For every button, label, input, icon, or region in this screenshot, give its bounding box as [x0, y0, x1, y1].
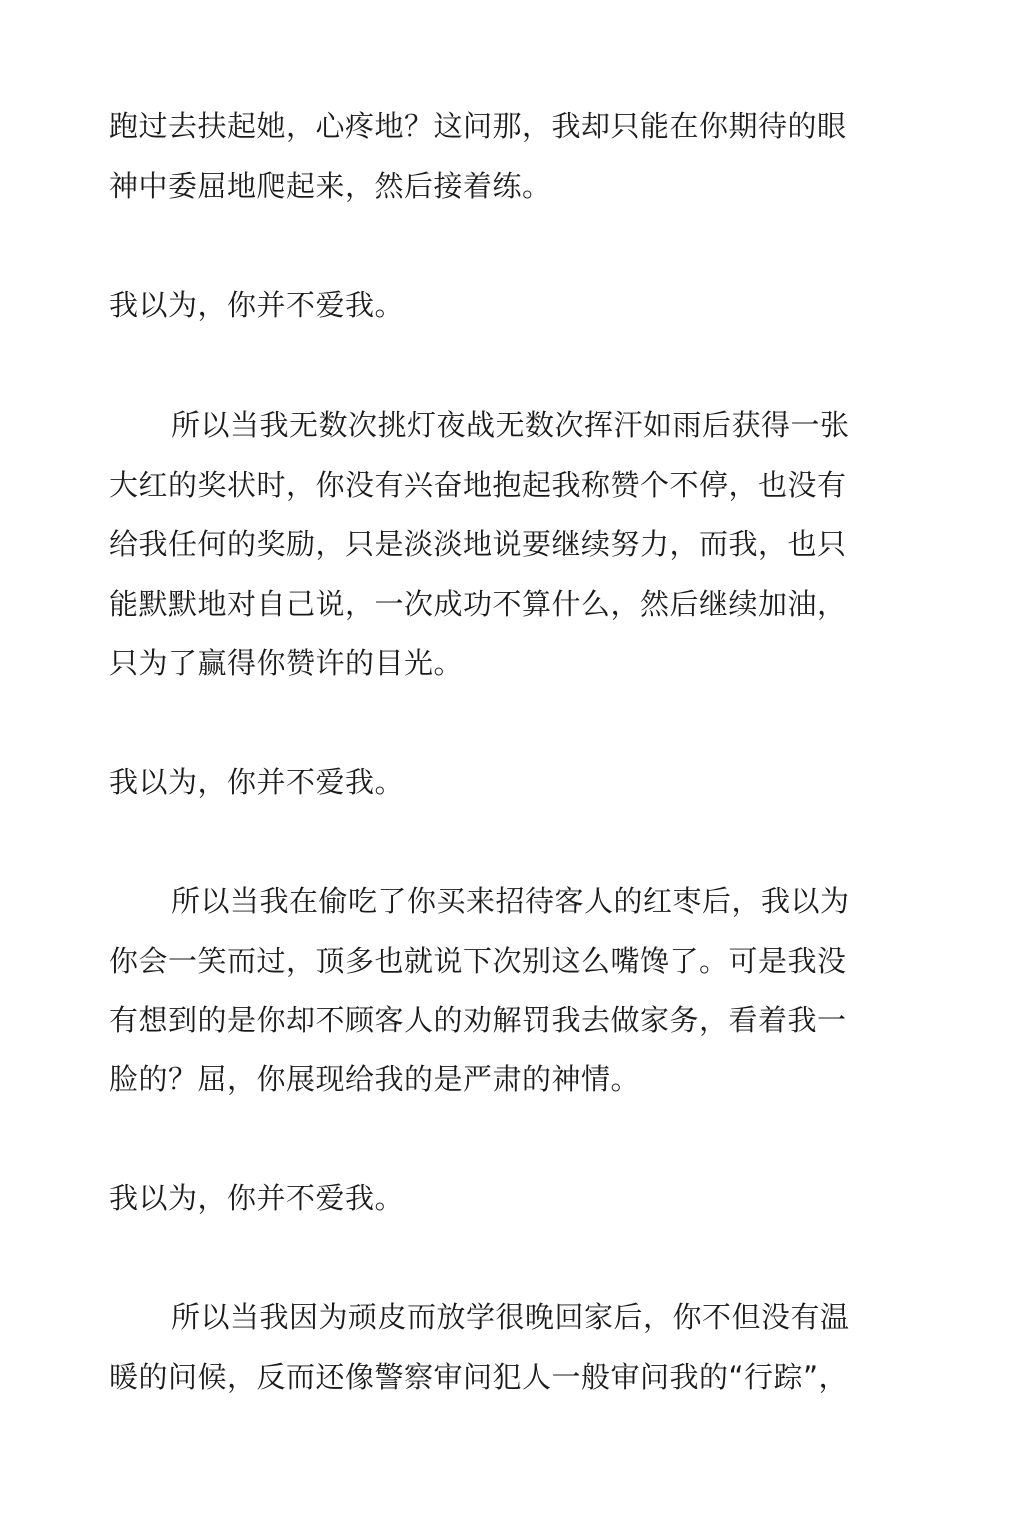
text-line: 你会一笑而过，顶多也就说下次别这么嘴馋了。可是我没	[109, 944, 847, 978]
text-line: 神中委屈地爬起来，然后接着练。	[109, 169, 552, 203]
text-line: 只为了赢得你赞许的目光。	[109, 646, 464, 680]
refrain-line: 我以为，你并不爱我。	[109, 288, 405, 322]
refrain-line: 我以为，你并不爱我。	[109, 765, 405, 799]
text-line: 给我任何的奖励，只是淡淡地说要继续努力，而我，也只	[109, 527, 847, 561]
text-line: 跑过去扶起她，心疼地？这问那，我却只能在你期待的眼	[109, 109, 847, 143]
text-line: 暖的问候，反而还像警察审问犯人一般审问我的“行踪”，	[109, 1360, 849, 1394]
text-line: 能默默地对自己说，一次成功不算什么，然后继续加油，	[109, 587, 847, 621]
paragraph-first-line: 所以当我在偷吃了你买来招待客人的红枣后，我以为	[171, 884, 850, 918]
text-line: 有想到的是你却不顾客人的劝解罚我去做家务，看着我一	[109, 1003, 847, 1037]
paragraph-first-line: 所以当我无数次挑灯夜战无数次挥汗如雨后获得一张	[171, 408, 850, 442]
paragraph-first-line: 所以当我因为顽皮而放学很晚回家后，你不但没有温	[171, 1300, 850, 1334]
text-line: 脸的？屈，你展现给我的是严肃的神情。	[109, 1062, 641, 1096]
text-line: 大红的奖状时，你没有兴奋地抱起我称赞个不停，也没有	[109, 468, 847, 502]
refrain-line: 我以为，你并不爱我。	[109, 1181, 405, 1215]
